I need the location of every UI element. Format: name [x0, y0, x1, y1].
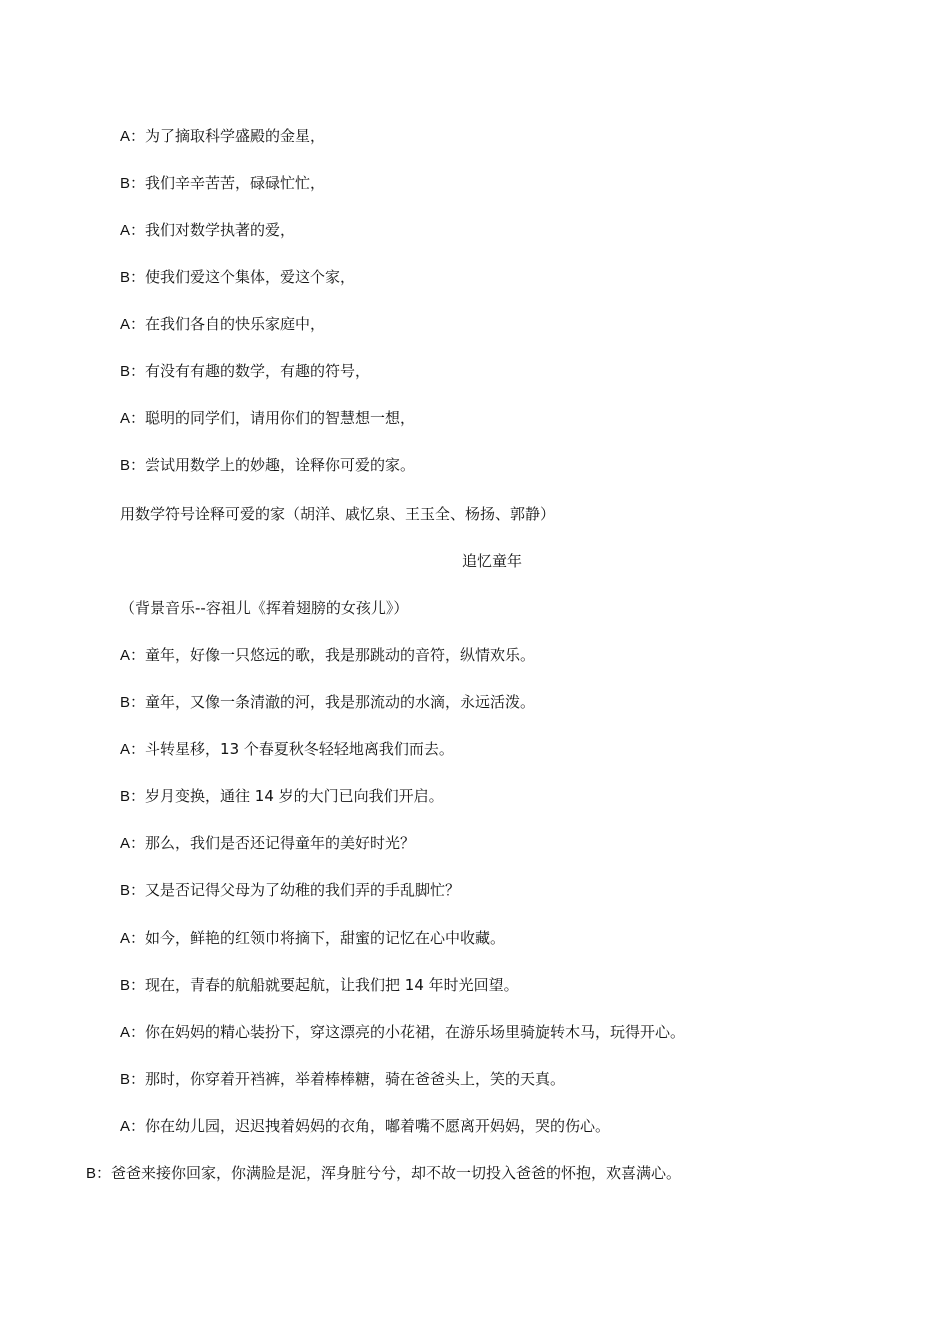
dialogue-line: B：那时，你穿着开裆裤，举着棒棒糖，骑在爸爸头上，笑的天真。 [120, 1070, 566, 1088]
dialogue-text: 有没有有趣的数学，有趣的符号， [145, 362, 371, 380]
speaker-label: A [120, 316, 131, 333]
dialogue-line: A：我们对数学执著的爱， [120, 221, 296, 239]
speaker-label: B [86, 1165, 97, 1182]
dialogue-line: A：如今，鲜艳的红领巾将摘下，甜蜜的记忆在心中收藏。 [120, 929, 506, 947]
program-note: 用数学符号诠释可爱的家（胡洋、戚忆泉、王玉全、杨扬、郭静） [120, 505, 556, 523]
speaker-label: A [120, 410, 131, 427]
speaker-label: B [120, 457, 131, 474]
speaker-label: A [120, 1118, 131, 1135]
dialogue-line: B：又是否记得父母为了幼稚的我们弄的手乱脚忙？ [120, 881, 461, 899]
dialogue-line: A：那么，我们是否还记得童年的美好时光？ [120, 834, 416, 852]
dialogue-line: A：为了摘取科学盛殿的金星， [120, 127, 326, 145]
dialogue-text: 尝试用数学上的妙趣，诠释你可爱的家。 [145, 456, 416, 474]
dialogue-text: 又是否记得父母为了幼稚的我们弄的手乱脚忙？ [145, 881, 461, 899]
speaker-label: B [120, 363, 131, 380]
speaker-label: A [120, 222, 131, 239]
dialogue-text: 那么，我们是否还记得童年的美好时光？ [145, 834, 416, 852]
speaker-label: B [120, 788, 131, 805]
dialogue-line: B：爸爸来接你回家，你满脸是泥，浑身脏兮兮，却不故一切投入爸爸的怀抱，欢喜满心。 [86, 1164, 682, 1182]
speaker-label: A [120, 741, 131, 758]
speaker-label: A [120, 930, 131, 947]
dialogue-text: 斗转星移，13 个春夏秋冬轻轻地离我们而去。 [145, 740, 454, 758]
speaker-label: A [120, 835, 131, 852]
speaker-label: B [120, 694, 131, 711]
speaker-label: B [120, 175, 131, 192]
dialogue-text: 童年，好像一只悠远的歌，我是那跳动的音符，纵情欢乐。 [145, 646, 536, 664]
dialogue-line: B：童年，又像一条清澈的河，我是那流动的水滴，永远活泼。 [120, 693, 536, 711]
speaker-label: B [120, 977, 131, 994]
dialogue-text: 使我们爱这个集体，爱这个家， [145, 268, 356, 286]
speaker-label: B [120, 882, 131, 899]
dialogue-line: A：童年，好像一只悠远的歌，我是那跳动的音符，纵情欢乐。 [120, 646, 536, 664]
dialogue-text: 如今，鲜艳的红领巾将摘下，甜蜜的记忆在心中收藏。 [145, 929, 506, 947]
dialogue-text: 聪明的同学们，请用你们的智慧想一想， [145, 409, 416, 427]
speaker-label: B [120, 1071, 131, 1088]
dialogue-line: A：在我们各自的快乐家庭中， [120, 315, 326, 333]
dialogue-line: B：尝试用数学上的妙趣，诠释你可爱的家。 [120, 456, 416, 474]
dialogue-line: B：现在，青春的航船就要起航，让我们把 14 年时光回望。 [120, 976, 519, 994]
speaker-label: A [120, 1024, 131, 1041]
dialogue-line: B：有没有有趣的数学，有趣的符号， [120, 362, 371, 380]
dialogue-text: 爸爸来接你回家，你满脸是泥，浑身脏兮兮，却不故一切投入爸爸的怀抱，欢喜满心。 [111, 1164, 682, 1182]
dialogue-text: 你在幼儿园，迟迟拽着妈妈的衣角，嘟着嘴不愿离开妈妈，哭的伤心。 [145, 1117, 611, 1135]
dialogue-line: B：使我们爱这个集体，爱这个家， [120, 268, 356, 286]
dialogue-text: 在我们各自的快乐家庭中， [145, 315, 326, 333]
dialogue-line: B：我们辛辛苦苦，碌碌忙忙， [120, 174, 326, 192]
speaker-label: A [120, 128, 131, 145]
dialogue-text: 岁月变换，通往 14 岁的大门已向我们开启。 [145, 787, 444, 805]
dialogue-text: 现在，青春的航船就要起航，让我们把 14 年时光回望。 [145, 976, 519, 994]
dialogue-text: 我们辛辛苦苦，碌碌忙忙， [145, 174, 326, 192]
dialogue-line: B：岁月变换，通往 14 岁的大门已向我们开启。 [120, 787, 444, 805]
dialogue-line: A：聪明的同学们，请用你们的智慧想一想， [120, 409, 416, 427]
dialogue-text: 童年，又像一条清澈的河，我是那流动的水滴，永远活泼。 [145, 693, 536, 711]
dialogue-text: 你在妈妈的精心装扮下，穿这漂亮的小花裙，在游乐场里骑旋转木马，玩得开心。 [145, 1023, 686, 1041]
dialogue-line: A：斗转星移，13 个春夏秋冬轻轻地离我们而去。 [120, 740, 454, 758]
dialogue-line: A：你在妈妈的精心装扮下，穿这漂亮的小花裙，在游乐场里骑旋转木马，玩得开心。 [120, 1023, 686, 1041]
speaker-label: A [120, 647, 131, 664]
speaker-label: B [120, 269, 131, 286]
dialogue-line: A：你在幼儿园，迟迟拽着妈妈的衣角，嘟着嘴不愿离开妈妈，哭的伤心。 [120, 1117, 611, 1135]
dialogue-text: 为了摘取科学盛殿的金星， [145, 127, 326, 145]
dialogue-text: 我们对数学执著的爱， [145, 221, 296, 239]
music-note: （背景音乐--容祖儿《挥着翅膀的女孩儿》） [120, 599, 409, 617]
dialogue-text: 那时，你穿着开裆裤，举着棒棒糖，骑在爸爸头上，笑的天真。 [145, 1070, 566, 1088]
section-title: 追忆童年 [461, 552, 522, 570]
